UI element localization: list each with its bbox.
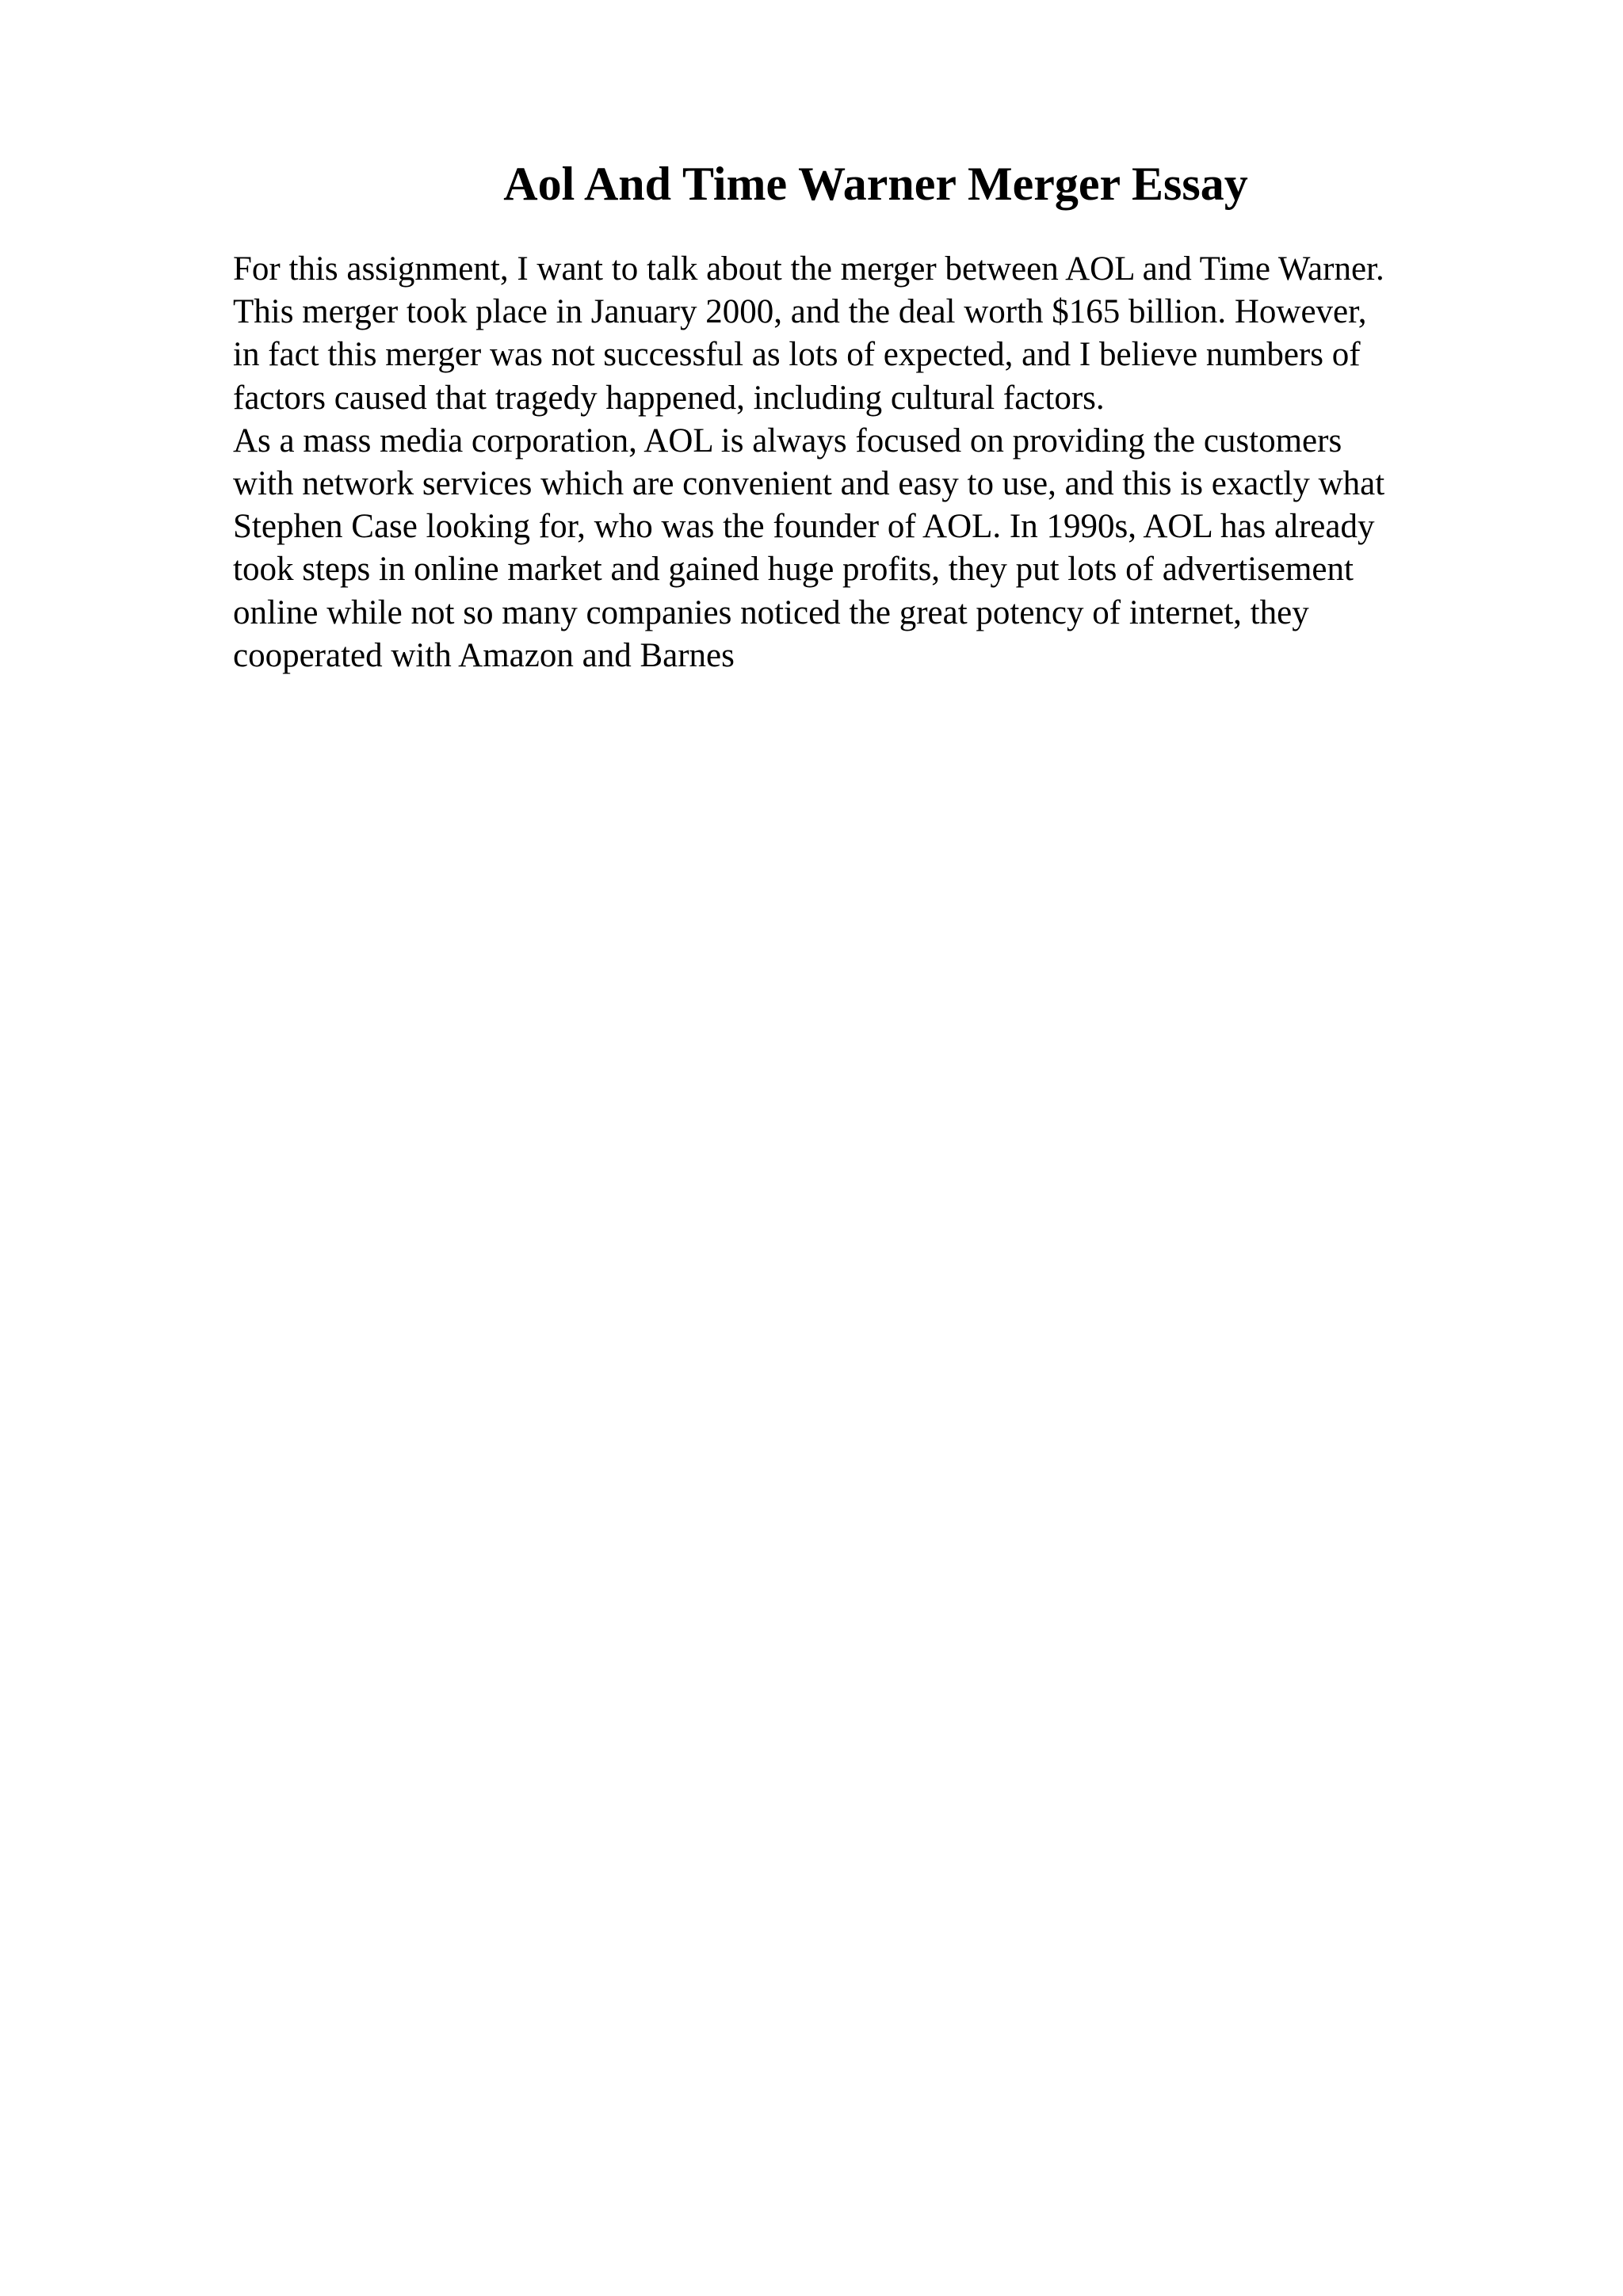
- document-body: [233, 248, 1580, 677]
- paragraph-line: cooperated with Amazon and Barnes: [233, 636, 735, 674]
- document-title: Aol And Time Warner Merger Essay: [503, 158, 1248, 210]
- paragraph-line: Stephen Case looking for, who was the founder of AOL. In 1990s, AOL has already: [233, 508, 1375, 546]
- paragraph-line: with network services which are convenient and easy to use, and this is exactly what: [233, 465, 1385, 503]
- paragraph-line: This merger took place in January 2000, and the deal worth $165 billion. However,: [233, 293, 1367, 331]
- paragraph-line: took steps in online market and gained huge profits, they put lots of advertisement: [233, 551, 1354, 589]
- paragraph-1: [233, 248, 1580, 420]
- paragraph-line: As a mass media corporation, AOL is always focused on providing the customers: [233, 421, 1342, 460]
- paragraph-line: online while not so many companies noticed the great potency of internet, they: [233, 593, 1309, 631]
- paragraph-line: factors caused that tragedy happened, including cultural factors.: [233, 379, 1105, 417]
- paragraph-line: For this assignment, I want to talk about the merger between AOL and Time Warner.: [233, 250, 1384, 288]
- paragraph-line: in fact this merger was not successful as lots of expected, and I believe numbers of: [233, 336, 1361, 374]
- paragraph-2: [233, 420, 1580, 677]
